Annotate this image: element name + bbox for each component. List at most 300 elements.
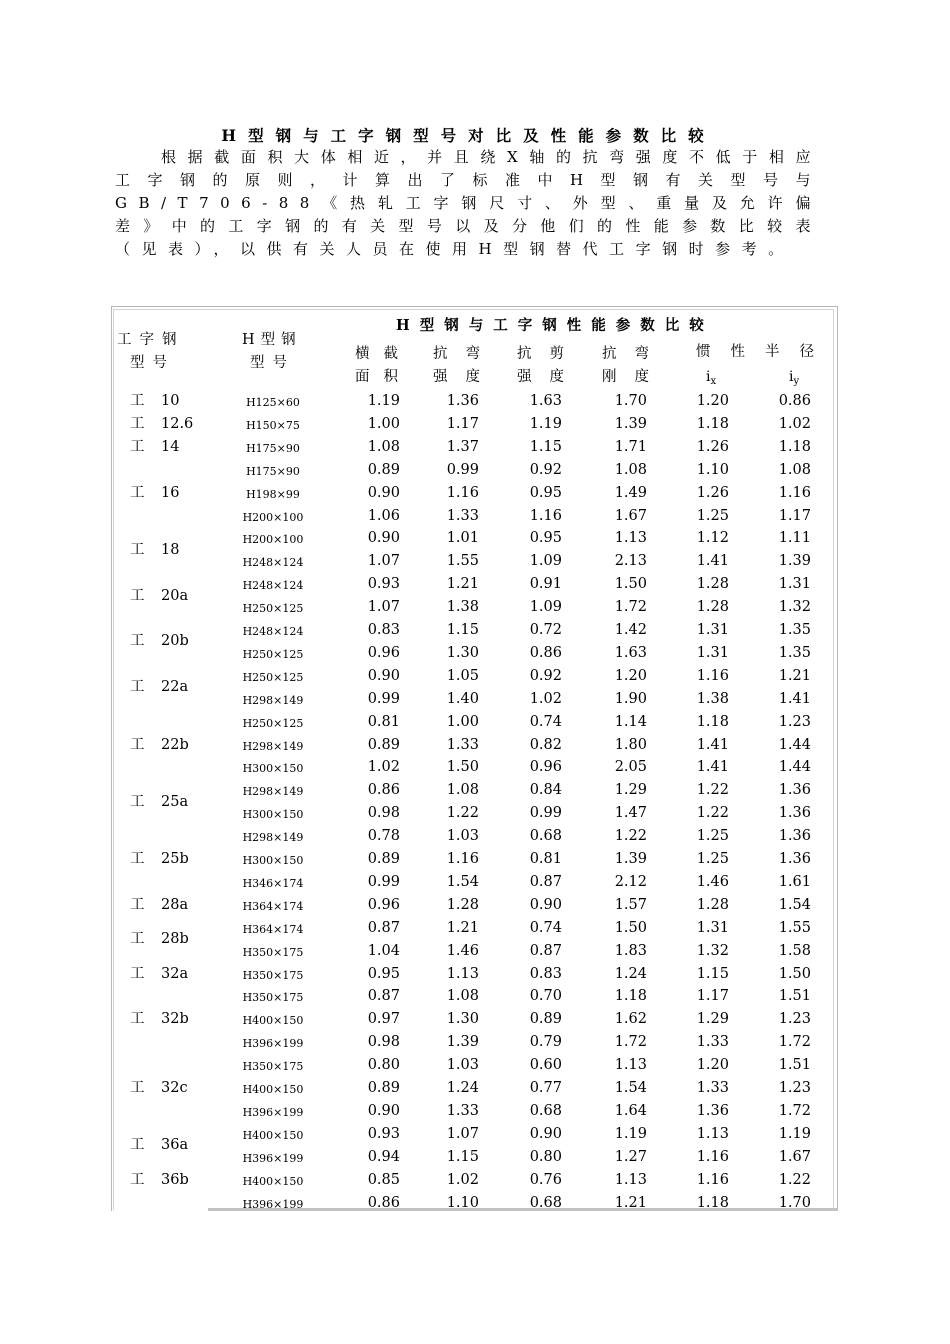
cell-h-beam-model: H400×150 — [242, 1174, 304, 1188]
cell-bending-stiffness: 1.72 — [614, 599, 647, 616]
cell-h-beam-model: H248×124 — [242, 625, 304, 638]
cell-h-beam-model: H250×125 — [242, 670, 304, 684]
cell-iy: 1.72 — [778, 1102, 811, 1119]
cell-area: 0.95 — [367, 965, 400, 982]
cell-h-beam-model: H250×125 — [242, 602, 304, 616]
cell-ix: 1.28 — [696, 599, 729, 616]
cell-i-beam-prefix: 工 — [130, 896, 145, 913]
cell-area: 0.81 — [367, 713, 400, 730]
cell-bending-strength: 0.99 — [446, 461, 479, 478]
header-h-beam-line2: 型号 — [250, 355, 295, 371]
cell-iy: 1.39 — [778, 553, 811, 570]
cell-h-beam-model: H298×149 — [242, 785, 304, 799]
cell-bending-stiffness: 1.70 — [614, 393, 647, 409]
cell-bending-strength: 1.00 — [446, 713, 479, 730]
cell-bending-stiffness: 1.47 — [614, 805, 647, 822]
cell-ix: 1.20 — [696, 393, 729, 409]
cell-area: 1.06 — [367, 507, 400, 524]
cell-h-beam-model: H298×149 — [242, 739, 304, 753]
cell-bending-stiffness: 1.19 — [614, 1125, 647, 1142]
cell-area: 0.86 — [367, 1194, 400, 1211]
cell-bending-stiffness: 1.62 — [614, 1011, 647, 1028]
cell-area: 0.93 — [367, 576, 400, 593]
cell-ix: 1.17 — [696, 988, 729, 1005]
cell-h-beam-model: H300×150 — [242, 808, 304, 822]
cell-shear-strength: 0.82 — [529, 736, 562, 753]
cell-bending-strength: 1.08 — [446, 782, 479, 799]
cell-bending-stiffness: 1.50 — [614, 919, 647, 936]
cell-h-beam-model: H396×199 — [242, 1151, 304, 1165]
cell-iy: 1.36 — [778, 805, 811, 822]
cell-area: 0.93 — [367, 1125, 400, 1142]
cell-iy: 1.22 — [778, 1171, 811, 1188]
cell-ix: 1.16 — [696, 1148, 729, 1165]
cell-bending-stiffness: 1.49 — [614, 484, 647, 501]
cell-ix: 1.41 — [696, 759, 729, 776]
cell-area: 0.90 — [367, 667, 400, 684]
table-main-header: H型钢与工字钢性能参数比较 — [396, 317, 714, 334]
cell-h-beam-model: H364×174 — [242, 922, 304, 936]
cell-bending-strength: 1.07 — [446, 1125, 479, 1142]
cell-bending-stiffness: 1.80 — [614, 736, 647, 753]
cell-bending-stiffness: 1.90 — [614, 690, 647, 707]
header-ix-base: i — [706, 369, 711, 385]
cell-ix: 1.29 — [696, 1011, 729, 1028]
document-title: H型钢与工字钢型号对比及性能参数比较 — [221, 126, 716, 145]
cell-ix: 1.38 — [696, 690, 729, 707]
cell-shear-strength: 1.15 — [529, 438, 562, 455]
cell-i-beam-prefix: 工 — [130, 484, 145, 501]
cell-h-beam-model: H350×175 — [242, 1060, 304, 1074]
cell-i-beam-model: 28a — [161, 896, 189, 913]
cell-area: 0.96 — [367, 644, 400, 661]
cell-bending-strength: 1.36 — [446, 393, 479, 409]
cell-iy: 1.35 — [778, 622, 811, 638]
cell-area: 0.99 — [367, 690, 400, 707]
cell-h-beam-model: H200×100 — [242, 533, 304, 547]
cell-ix: 1.16 — [696, 667, 729, 684]
cell-iy: 1.23 — [778, 1080, 811, 1096]
cell-area: 0.89 — [367, 851, 400, 867]
cell-i-beam-model: 22b — [161, 736, 189, 753]
cell-area: 0.83 — [367, 622, 400, 638]
cell-bending-strength: 1.10 — [446, 1194, 479, 1211]
cell-i-beam-prefix: 工 — [130, 633, 145, 650]
cell-shear-strength: 0.89 — [529, 1011, 562, 1028]
cell-iy: 1.31 — [778, 576, 811, 593]
cell-bending-strength: 1.54 — [446, 873, 479, 890]
cell-iy: 1.11 — [778, 530, 811, 547]
header-bending-strength-line1: 抗弯 — [433, 346, 498, 362]
cell-shear-strength: 0.68 — [529, 1194, 562, 1211]
cell-area: 0.97 — [367, 1011, 400, 1028]
header-area-line2: 面积 — [355, 369, 412, 385]
cell-h-beam-model: H346×174 — [242, 876, 304, 890]
cell-h-beam-model: H396×199 — [242, 1037, 304, 1051]
cell-iy: 1.72 — [778, 1034, 811, 1051]
cell-iy: 1.50 — [778, 965, 811, 982]
cell-i-beam-prefix: 工 — [130, 415, 145, 432]
cell-iy: 1.18 — [778, 438, 811, 455]
cell-ix: 1.26 — [696, 438, 729, 455]
cell-shear-strength: 0.84 — [529, 782, 562, 799]
cell-h-beam-model: H298×149 — [242, 831, 304, 845]
cell-iy: 1.32 — [778, 599, 811, 616]
cell-h-beam-model: H250×125 — [242, 716, 304, 730]
cell-i-beam-prefix: 工 — [130, 393, 145, 409]
cell-shear-strength: 0.60 — [529, 1057, 562, 1074]
cell-bending-strength: 1.33 — [446, 1102, 479, 1119]
cell-i-beam-prefix: 工 — [130, 736, 145, 753]
cell-shear-strength: 1.19 — [529, 415, 562, 432]
cell-iy: 1.17 — [778, 507, 811, 524]
cell-bending-strength: 1.40 — [446, 690, 479, 707]
cell-ix: 1.18 — [696, 415, 729, 432]
cell-ix: 1.31 — [696, 622, 729, 638]
cell-ix: 1.31 — [696, 644, 729, 661]
cell-shear-strength: 1.09 — [529, 553, 562, 570]
cell-ix: 1.16 — [696, 1171, 729, 1188]
cell-iy: 1.23 — [778, 1011, 811, 1028]
cell-i-beam-model: 20a — [161, 587, 189, 604]
cell-bending-strength: 1.02 — [446, 1171, 479, 1188]
cell-area: 0.94 — [367, 1148, 400, 1165]
cell-shear-strength: 0.90 — [529, 1125, 562, 1142]
cell-h-beam-model: H175×90 — [246, 464, 300, 478]
cell-shear-strength: 0.96 — [529, 759, 562, 776]
cell-shear-strength: 0.68 — [529, 828, 562, 845]
cell-shear-strength: 0.76 — [529, 1171, 562, 1188]
cell-i-beam-prefix: 工 — [130, 541, 145, 558]
intro-paragraph: 根据截面积大体相近，并且绕X轴的抗弯强度不低于相应工字钢的原则，计算出了标准中H型钢有关型号与GB/T706-88《热轧工字钢尺寸、外型、重量及允许偏差》中的工字钢的有关型号以及分他们的性能参数比较表（见表），以供有关人员在使用H型钢替代工字钢时参考。 — [115, 148, 822, 258]
header-i-beam-line1: 工字钢 — [117, 332, 185, 348]
header-iy — [789, 369, 799, 387]
cell-shear-strength: 1.16 — [529, 507, 562, 524]
cell-h-beam-model: H298×149 — [242, 693, 304, 707]
cell-i-beam-model: 28b — [161, 931, 189, 948]
cell-shear-strength: 0.99 — [529, 805, 562, 822]
cell-bending-strength: 1.33 — [446, 736, 479, 753]
cell-bending-stiffness: 1.20 — [614, 667, 647, 684]
header-area-line1: 横截 — [355, 346, 412, 362]
cell-shear-strength: 0.95 — [529, 530, 562, 547]
cell-iy: 1.36 — [778, 828, 811, 845]
cell-i-beam-model: 18 — [161, 541, 180, 558]
cell-iy: 1.55 — [778, 919, 811, 936]
cell-h-beam-model: H364×174 — [242, 899, 304, 913]
cell-bending-strength: 1.15 — [446, 1148, 479, 1165]
cell-iy: 1.58 — [778, 942, 811, 959]
header-bending-strength-line2: 强度 — [433, 369, 498, 385]
cell-ix: 1.25 — [696, 507, 729, 524]
cell-bending-stiffness: 1.39 — [614, 415, 647, 432]
cell-bending-stiffness: 2.05 — [614, 759, 647, 776]
cell-ix: 1.26 — [696, 484, 729, 501]
cell-h-beam-model: H396×199 — [242, 1105, 304, 1119]
cell-shear-strength: 0.87 — [529, 873, 562, 890]
cell-i-beam-prefix: 工 — [130, 1171, 145, 1188]
cell-ix: 1.15 — [696, 965, 729, 982]
cell-area: 0.99 — [367, 873, 400, 890]
cell-shear-strength: 0.68 — [529, 1102, 562, 1119]
cell-bending-strength: 1.13 — [446, 965, 479, 982]
cell-ix: 1.28 — [696, 896, 729, 913]
cell-bending-strength: 1.33 — [446, 507, 479, 524]
cell-area: 0.87 — [367, 988, 400, 1005]
cell-ix: 1.18 — [696, 1194, 729, 1211]
cell-shear-strength: 0.77 — [529, 1080, 562, 1096]
cell-h-beam-model: H250×125 — [242, 647, 304, 661]
cell-shear-strength: 0.74 — [529, 713, 562, 730]
cell-bending-stiffness: 1.72 — [614, 1034, 647, 1051]
cell-bending-strength: 1.38 — [446, 599, 479, 616]
cell-bending-stiffness: 1.39 — [614, 851, 647, 867]
cell-bending-stiffness: 1.63 — [614, 644, 647, 661]
cell-i-beam-model: 36a — [161, 1137, 189, 1154]
cell-bending-stiffness: 1.83 — [614, 942, 647, 959]
cell-i-beam-prefix: 工 — [130, 965, 145, 982]
cell-bending-strength: 1.03 — [446, 1057, 479, 1074]
cell-ix: 1.41 — [696, 736, 729, 753]
cell-shear-strength: 0.90 — [529, 896, 562, 913]
cell-area: 0.86 — [367, 782, 400, 799]
cell-iy: 1.36 — [778, 782, 811, 799]
cell-i-beam-model: 14 — [161, 438, 180, 455]
cell-i-beam-model: 32a — [161, 965, 189, 982]
cell-h-beam-model: H300×150 — [242, 854, 304, 867]
cell-i-beam-model: 16 — [161, 484, 180, 501]
header-i-beam-line2: 型号 — [130, 355, 175, 371]
cell-area: 1.07 — [367, 599, 400, 616]
cell-bending-stiffness: 1.27 — [614, 1148, 647, 1165]
cell-ix: 1.22 — [696, 805, 729, 822]
cell-area: 0.90 — [367, 1102, 400, 1119]
cell-i-beam-model: 32c — [161, 1080, 188, 1096]
cell-h-beam-model: H198×99 — [246, 487, 300, 501]
cell-area: 1.04 — [367, 942, 400, 959]
cell-bending-strength: 1.21 — [446, 576, 479, 593]
cell-area: 0.85 — [367, 1171, 400, 1188]
cell-shear-strength: 1.09 — [529, 599, 562, 616]
cell-bending-strength: 1.16 — [446, 484, 479, 501]
cell-shear-strength: 0.70 — [529, 988, 562, 1005]
cell-bending-stiffness: 2.12 — [614, 873, 647, 890]
cell-iy: 1.36 — [778, 851, 811, 867]
cell-i-beam-prefix: 工 — [130, 1011, 145, 1028]
cell-shear-strength: 0.74 — [529, 919, 562, 936]
cell-bending-stiffness: 1.13 — [614, 530, 647, 547]
cell-bending-strength: 1.55 — [446, 553, 479, 570]
cell-h-beam-model: H350×175 — [242, 968, 304, 982]
header-shear-strength-line1: 抗剪 — [517, 346, 582, 362]
cell-ix: 1.20 — [696, 1057, 729, 1074]
header-shear-strength-line2: 强度 — [517, 369, 582, 385]
cell-area: 0.96 — [367, 896, 400, 913]
cell-bending-strength: 1.50 — [446, 759, 479, 776]
cell-iy: 1.35 — [778, 644, 811, 661]
cell-i-beam-model: 12.6 — [161, 415, 194, 432]
cell-shear-strength: 0.95 — [529, 484, 562, 501]
cell-bending-strength: 1.39 — [446, 1034, 479, 1051]
cell-bending-strength: 1.16 — [446, 851, 479, 867]
cell-bending-stiffness: 1.14 — [614, 713, 647, 730]
cell-i-beam-prefix: 工 — [130, 438, 145, 455]
cell-ix: 1.46 — [696, 873, 729, 890]
cell-h-beam-model: H400×150 — [242, 1083, 304, 1096]
cell-h-beam-model: H300×150 — [242, 762, 304, 776]
cell-h-beam-model: H396×199 — [242, 1197, 304, 1211]
cell-shear-strength: 0.91 — [529, 576, 562, 593]
cell-h-beam-model: H200×100 — [242, 510, 304, 524]
cell-shear-strength: 0.86 — [529, 644, 562, 661]
cell-area: 0.89 — [367, 736, 400, 753]
cell-iy: 1.21 — [778, 667, 811, 684]
cell-shear-strength: 1.63 — [529, 393, 562, 409]
cell-bending-strength: 1.08 — [446, 988, 479, 1005]
cell-i-beam-model: 22a — [161, 679, 189, 696]
cell-iy: 1.51 — [778, 1057, 811, 1074]
cell-h-beam-model: H400×150 — [242, 1128, 304, 1142]
cell-h-beam-model: H350×175 — [242, 991, 304, 1005]
cell-bending-strength: 1.24 — [446, 1080, 479, 1096]
cell-shear-strength: 0.79 — [529, 1034, 562, 1051]
cell-bending-stiffness: 1.24 — [614, 965, 647, 982]
cell-bending-stiffness: 1.57 — [614, 896, 647, 913]
cell-iy: 1.61 — [778, 873, 811, 890]
cell-i-beam-model: 36b — [161, 1171, 189, 1188]
cell-bending-stiffness: 1.13 — [614, 1171, 647, 1188]
cell-ix: 1.36 — [696, 1102, 729, 1119]
cell-i-beam-prefix: 工 — [130, 793, 145, 810]
cell-bending-stiffness: 1.08 — [614, 461, 647, 478]
cell-shear-strength: 0.81 — [529, 851, 562, 867]
cell-bending-stiffness: 1.18 — [614, 988, 647, 1005]
cell-iy: 0.86 — [778, 393, 811, 409]
cell-ix: 1.13 — [696, 1125, 729, 1142]
cell-h-beam-model: H125×60 — [246, 396, 300, 409]
cell-area: 0.89 — [367, 461, 400, 478]
cell-bending-stiffness: 1.13 — [614, 1057, 647, 1074]
cell-ix: 1.25 — [696, 851, 729, 867]
cell-iy: 1.08 — [778, 461, 811, 478]
cell-i-beam-prefix: 工 — [130, 587, 145, 604]
cell-bending-strength: 1.15 — [446, 622, 479, 638]
cell-bending-stiffness: 2.13 — [614, 553, 647, 570]
cell-area: 0.90 — [367, 484, 400, 501]
header-h-beam-line1: H型钢 — [242, 332, 302, 348]
cell-iy: 1.41 — [778, 690, 811, 707]
cell-i-beam-prefix: 工 — [130, 679, 145, 696]
cell-bending-strength: 1.05 — [446, 667, 479, 684]
header-bending-stiffness-line2: 刚度 — [602, 369, 667, 385]
cell-ix: 1.22 — [696, 782, 729, 799]
cell-iy: 1.23 — [778, 713, 811, 730]
cell-bending-strength: 1.03 — [446, 828, 479, 845]
cell-iy: 1.70 — [778, 1194, 811, 1211]
cell-ix: 1.18 — [696, 713, 729, 730]
cell-area: 0.98 — [367, 805, 400, 822]
cell-area: 0.80 — [367, 1057, 400, 1074]
header-iy-subscript: y — [793, 376, 800, 387]
cell-i-beam-prefix: 工 — [130, 1137, 145, 1154]
header-iy-base: i — [789, 369, 794, 385]
cell-area: 0.89 — [367, 1080, 400, 1096]
header-ix — [706, 369, 716, 387]
cell-area: 0.98 — [367, 1034, 400, 1051]
cell-iy: 1.16 — [778, 484, 811, 501]
cell-area: 0.78 — [367, 828, 400, 845]
cell-shear-strength: 0.92 — [529, 667, 562, 684]
cell-i-beam-model: 25a — [161, 793, 189, 810]
cell-ix: 1.12 — [696, 530, 729, 547]
cell-bending-strength: 1.46 — [446, 942, 479, 959]
cell-i-beam-model: 20b — [161, 633, 189, 650]
cell-area: 1.19 — [367, 393, 400, 409]
cell-bending-stiffness: 1.71 — [614, 438, 647, 455]
cell-ix: 1.33 — [696, 1080, 729, 1096]
cell-i-beam-prefix: 工 — [130, 931, 145, 948]
cell-iy: 1.44 — [778, 759, 811, 776]
header-ix-subscript: x — [710, 376, 717, 387]
cell-ix: 1.25 — [696, 828, 729, 845]
cell-bending-strength: 1.01 — [446, 530, 479, 547]
cell-bending-strength: 1.28 — [446, 896, 479, 913]
cell-iy: 1.54 — [778, 896, 811, 913]
cell-area: 1.02 — [367, 759, 400, 776]
cell-shear-strength: 0.92 — [529, 461, 562, 478]
cell-area: 1.07 — [367, 553, 400, 570]
cell-bending-strength: 1.37 — [446, 438, 479, 455]
cell-h-beam-model: H400×150 — [242, 1014, 304, 1028]
cell-bending-stiffness: 1.54 — [614, 1080, 647, 1096]
header-radius-of-gyration: 惯性半径 — [696, 344, 834, 360]
cell-h-beam-model: H350×175 — [242, 945, 304, 959]
cell-bending-stiffness: 1.64 — [614, 1102, 647, 1119]
cell-i-beam-model: 10 — [161, 393, 180, 409]
cell-area: 0.87 — [367, 919, 400, 936]
cell-bending-strength: 1.30 — [446, 644, 479, 661]
cell-bending-strength: 1.22 — [446, 805, 479, 822]
cell-ix: 1.41 — [696, 553, 729, 570]
cell-i-beam-prefix: 工 — [130, 851, 145, 867]
cell-bending-stiffness: 1.50 — [614, 576, 647, 593]
cell-i-beam-prefix: 工 — [130, 1080, 145, 1096]
cell-bending-stiffness: 1.21 — [614, 1194, 647, 1211]
cell-area: 1.08 — [367, 438, 400, 455]
cell-iy: 1.51 — [778, 988, 811, 1005]
cell-bending-strength: 1.30 — [446, 1011, 479, 1028]
cell-h-beam-model: H150×75 — [246, 418, 300, 432]
cell-shear-strength: 0.83 — [529, 965, 562, 982]
cell-shear-strength: 0.72 — [529, 622, 562, 638]
cell-iy: 1.19 — [778, 1125, 811, 1142]
cell-ix: 1.10 — [696, 461, 729, 478]
cell-iy: 1.02 — [778, 415, 811, 432]
cell-bending-stiffness: 1.42 — [614, 622, 647, 638]
cell-i-beam-model: 25b — [161, 851, 189, 867]
cell-ix: 1.32 — [696, 942, 729, 959]
cell-bending-stiffness: 1.22 — [614, 828, 647, 845]
cell-bending-strength: 1.17 — [446, 415, 479, 432]
cell-i-beam-model: 32b — [161, 1011, 189, 1028]
cell-shear-strength: 0.87 — [529, 942, 562, 959]
cell-iy: 1.44 — [778, 736, 811, 753]
cell-area: 0.90 — [367, 530, 400, 547]
cell-shear-strength: 1.02 — [529, 690, 562, 707]
cell-bending-stiffness: 1.29 — [614, 782, 647, 799]
cell-shear-strength: 0.80 — [529, 1148, 562, 1165]
cell-ix: 1.31 — [696, 919, 729, 936]
